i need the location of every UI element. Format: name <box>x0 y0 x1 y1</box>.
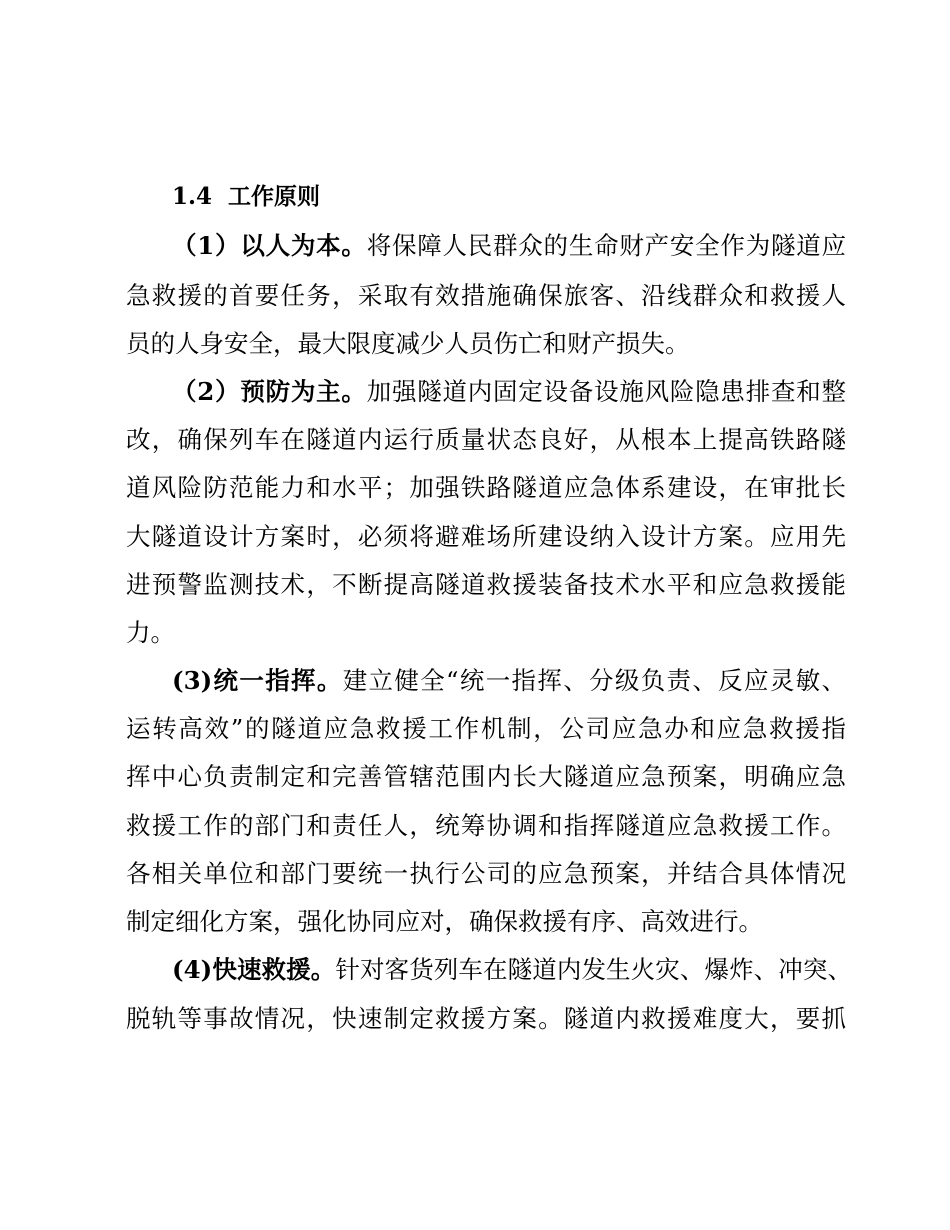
paragraph-2-line-2: 改，确保列车在隧道内运行质量状态良好，从根本上提高铁路隧 <box>126 425 846 454</box>
paragraph-3-line-5: 各相关单位和部门要统一执行公司的应急预案，并结合具体情况 <box>126 859 846 888</box>
section-title: 工作原则 <box>228 183 321 210</box>
paragraph-2-line-3: 道风险防范能力和水平；加强铁路隧道应急体系建设，在审批长 <box>126 473 846 502</box>
paragraph-1-line-2: 急救援的首要任务，采取有效措施确保旅客、沿线群众和救援人 <box>126 281 846 310</box>
paragraph-3-line-1 <box>172 666 846 696</box>
paragraph-3-line-3: 挥中心负责制定和完善管辖范围内长大隧道应急预案，明确应急 <box>126 762 846 791</box>
section-heading <box>172 182 892 212</box>
paragraph-1-text: 将保障人民群众的生命财产安全作为隧道应 <box>366 231 846 260</box>
paragraph-1-line-3: 员的人身安全，最大限度减少人员伤亡和财产损失。 <box>126 329 690 358</box>
paragraph-1-label: （1）以人为本。 <box>172 231 367 260</box>
paragraph-3-line-6: 制定细化方案，强化协同应对，确保救援有序、高效进行。 <box>126 907 763 936</box>
paragraph-1-line-1 <box>172 231 846 261</box>
paragraph-4-line-2: 脱轨等事故情况，快速制定救援方案。隧道内救援难度大，要抓 <box>126 1004 846 1033</box>
paragraph-3-line-2: 运转高效”的隧道应急救援工作机制，公司应急办和应急救援指 <box>126 714 846 743</box>
paragraph-3-text: 建立健全“统一指挥、分级负责、反应灵敏、 <box>342 666 847 695</box>
paragraph-2-line-1 <box>172 377 846 407</box>
paragraph-2-label: （2）预防为主。 <box>172 377 367 406</box>
paragraph-2-text: 加强隧道内固定设备设施风险隐患排查和整 <box>366 377 846 406</box>
paragraph-3-label: (3)统一指挥。 <box>172 666 343 695</box>
paragraph-2-line-5: 进预警监测技术，不断提高隧道救援装备技术水平和应急救援能 <box>126 570 846 599</box>
paragraph-4-line-1 <box>172 955 852 985</box>
paragraph-3-line-4: 救援工作的部门和责任人，统筹协调和指挥隧道应急救援工作。 <box>126 811 846 840</box>
section-number: 1.4 <box>172 183 213 210</box>
paragraph-4-text: 针对客货列车在隧道内发生火灾、爆炸、冲突、 <box>335 955 853 984</box>
paragraph-4-label: (4)快速救援。 <box>172 955 336 984</box>
paragraph-2-line-4: 大隧道设计方案时，必须将避难场所建设纳入设计方案。应用先 <box>126 522 846 551</box>
paragraph-2-line-6: 力。 <box>126 618 175 647</box>
